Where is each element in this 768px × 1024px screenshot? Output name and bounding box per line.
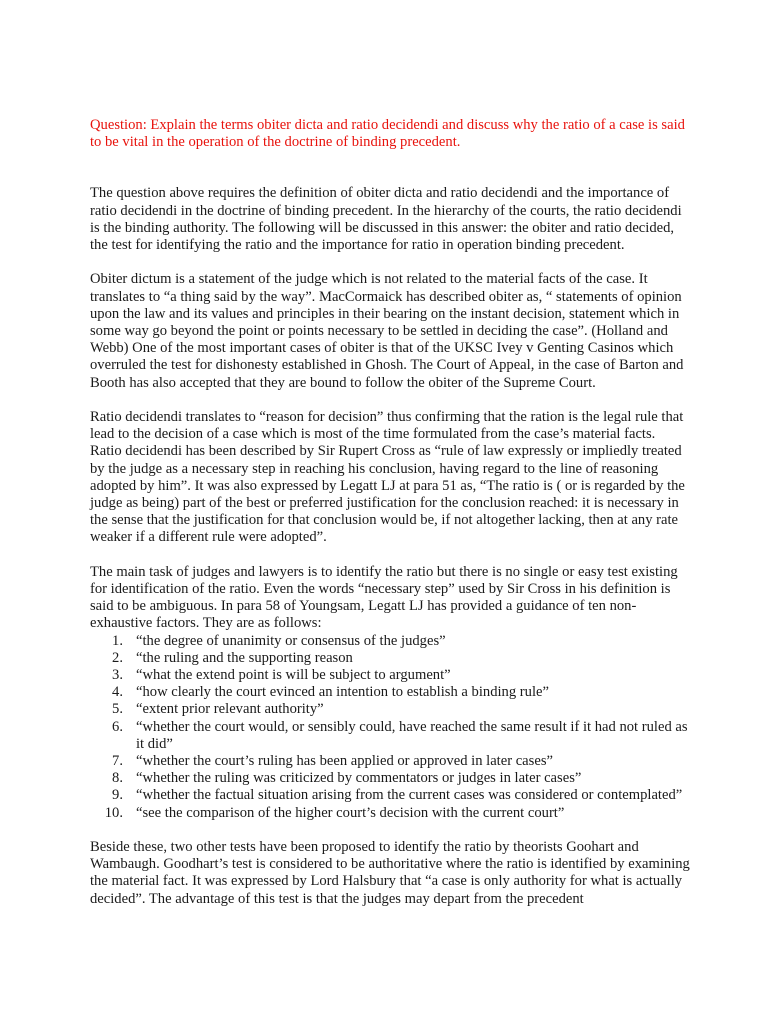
list-item-number: 4.	[112, 684, 123, 701]
document-body	[90, 117, 690, 908]
list-item-number: 3.	[112, 667, 123, 684]
question-heading: Question: Explain the terms obiter dicta and ratio decidendi and discuss why the ratio of a case is said to be vital in the operation of the doctrine of binding precedent.	[90, 117, 685, 151]
closing-paragraph: Beside these, two other tests have been proposed to identify the ratio by theorists Goohart and Wambaugh. Goodhart’s test is considered to be authoritative where the ratio is identified by examining the material fact. It was expressed by Lord Halsbury that “a case is only authority for what is actually decided”. The advantage of this test is that the judges may depart from the precedent	[90, 839, 690, 907]
list-item	[90, 667, 690, 684]
list-item-text: “the ruling and the supporting reason	[136, 649, 353, 666]
list-item-number: 8.	[112, 770, 123, 787]
list-item-text: “whether the court would, or sensibly could, have reached the same result if it had not ruled as it did”	[136, 718, 688, 752]
list-item-number: 6.	[112, 718, 123, 735]
list-item-text: “whether the factual situation arising from the current cases was considered or contemplated”	[136, 787, 683, 804]
list-item-text: “whether the court’s ruling has been applied or approved in later cases”	[136, 753, 553, 770]
intro-paragraph: The question above requires the definition of obiter dicta and ratio decidendi and the importance of ratio decidendi in the doctrine of binding precedent. In the hierarchy of the courts, the ratio decidendi is the binding authority. The following will be discussed in this answer: the obiter and ratio decided, the test for identifying the ratio and the importance for ratio in operation binding precedent.	[90, 185, 682, 254]
list-item-text: “see the comparison of the higher court’s decision with the current court”	[136, 804, 565, 821]
list-item	[90, 650, 690, 667]
list-item-text: “whether the ruling was criticized by commentators or judges in later cases”	[136, 770, 582, 787]
identification-paragraph: The main task of judges and lawyers is to identify the ratio but there is no single or easy test existing for identification of the ratio. Even the words “necessary step” used by Sir Cross in his definition is said to be ambiguous. In para 58 of Youngsam, Legatt LJ has provided a guidance of ten non-exhaustive factors. They are as follows:	[90, 563, 678, 632]
list-item-number: 10.	[104, 804, 123, 821]
list-item-number: 5.	[112, 701, 123, 718]
list-item-text: “what the extend point is will be subject to argument”	[136, 667, 451, 684]
list-item-number: 7.	[112, 753, 123, 770]
list-item	[90, 684, 690, 701]
factors-list	[90, 633, 690, 822]
list-item	[90, 805, 690, 822]
list-item	[90, 787, 690, 804]
list-item-number: 1.	[112, 632, 123, 649]
list-item	[90, 753, 690, 770]
list-item-number: 2.	[112, 649, 123, 666]
obiter-paragraph: Obiter dictum is a statement of the judge which is not related to the material facts of the case. It translates to “a thing said by the way”. MacCormaick has described obiter as, “ statements of opinion upon the law and its values and principles in their bearing on the instant decision, statement which in some way go beyond the point or points necessary to be settled in deciding the case”. (Holland and Webb) One of the most important cases of obiter is that of the UKSC Ivey v Genting Casinos which overruled the test for dishonesty established in Ghosh. The Court of Appeal, in the case of Barton and Booth has also accepted that they are bound to follow the obiter of the Supreme Court.	[90, 271, 684, 391]
ratio-paragraph: Ratio decidendi translates to “reason for decision” thus confirming that the ration is the legal rule that lead to the decision of a case which is most of the time formulated from the case’s material facts. Ratio decidendi has been described by Sir Rupert Cross as “rule of law expressly or impliedly treated by the judge as a necessary step in reaching his conclusion, having regard to the line of reasoning adopted by him”. It was also expressed by Legatt LJ at para 51 as, “The ratio is ( or is regarded by the judge as being) part of the best or preferred justification for the conclusion reached: it is necessary in the sense that the justification for that conclusion would be, if not altogether lacking, then at any rate weaker if a different rule were adopted”.	[90, 409, 685, 546]
list-item-text: “the degree of unanimity or consensus of the judges”	[136, 632, 446, 649]
list-item-number: 9.	[112, 787, 123, 804]
list-item-text: “how clearly the court evinced an intention to establish a binding rule”	[136, 684, 549, 701]
list-item	[90, 633, 690, 650]
list-item	[90, 770, 690, 787]
list-item	[90, 701, 690, 718]
list-item-text: “extent prior relevant authority”	[136, 701, 324, 718]
list-item	[90, 719, 690, 753]
